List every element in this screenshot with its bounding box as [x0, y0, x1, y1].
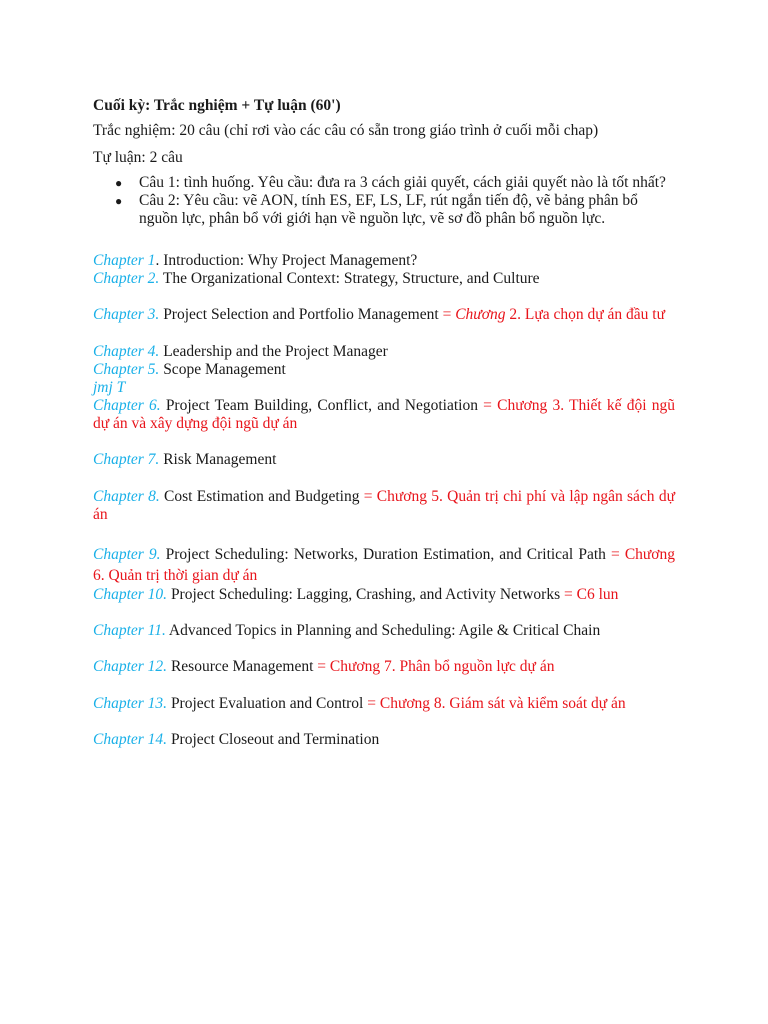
- chapter-1: [93, 252, 675, 270]
- chapter-text: Cost Estimation and Budgeting: [159, 487, 364, 505]
- chapter-label: Chapter 5.: [93, 360, 160, 378]
- question-list: [93, 174, 675, 228]
- chapter-label: Chapter 2.: [93, 270, 160, 288]
- chapter-text: = C6 lun: [563, 586, 619, 604]
- chapter-text: Project Evaluation and Control: [167, 694, 368, 712]
- chapter-label: Chapter 8.: [93, 487, 160, 505]
- spacer: [93, 433, 675, 451]
- chapter-text: Chương: [455, 306, 506, 324]
- chapter-2: [93, 270, 675, 288]
- chapter-label: Chapter 13.: [93, 694, 168, 712]
- chapter-9: [93, 544, 675, 586]
- chapter-text: 2. Lựa chọn dự án đầu tư: [505, 306, 666, 324]
- chapter-text: Project Scheduling: Lagging, Crashing, and Activity Networks: [167, 586, 564, 604]
- spacer: [93, 288, 675, 306]
- chapter-14: [93, 731, 675, 749]
- chapter-text: Project Selection and Portfolio Management: [159, 306, 443, 324]
- spacer: [93, 325, 675, 343]
- chapter-5: [93, 361, 675, 379]
- spacer: [93, 713, 675, 731]
- chapter-text: = Chương 7. Phân bổ nguồn lực dự án: [317, 658, 555, 676]
- chapter-text: Project Scheduling: Networks, Duration Estimation, and Critical Path: [160, 546, 611, 564]
- chapter-label: Chapter 6.: [93, 397, 161, 415]
- chapter-text: Scope Management: [159, 360, 286, 378]
- chapter-label: Chapter 1: [93, 252, 156, 269]
- chapter-label: Chapter 4.: [93, 342, 160, 360]
- stray-note: jmj T: [93, 379, 126, 397]
- spacer: [93, 524, 675, 544]
- chapter-11: [93, 622, 675, 640]
- chapter-label: Chapter 9.: [93, 546, 161, 564]
- chapter-text: Risk Management: [159, 451, 277, 469]
- chapter-label: Chapter 7.: [93, 451, 160, 469]
- chapter-text: =: [442, 306, 456, 324]
- chapter-12: [93, 658, 675, 676]
- chapter-3: [93, 306, 675, 324]
- chapter-4: [93, 343, 675, 361]
- chapter-6: [93, 397, 675, 433]
- chapter-label: Chapter 3.: [93, 306, 160, 324]
- bullet-icon: ●: [115, 176, 123, 190]
- chapter-text: Advanced Topics in Planning and Scheduling: Agile & Critical Chain: [165, 622, 601, 640]
- spacer: [93, 640, 675, 658]
- list-item: [93, 174, 675, 192]
- chapter-text: Project Team Building, Conflict, and Negotiation: [160, 397, 484, 415]
- chapter-label: Chapter 10.: [93, 586, 168, 604]
- exam-title: Cuối kỳ: Trắc nghiệm + Tự luận (60'): [93, 97, 341, 114]
- chapter-label: Chapter 11.: [93, 622, 166, 640]
- spacer: [93, 470, 675, 488]
- spacer: [93, 677, 675, 695]
- chapter-text: Câu 1: tình huống. Yêu cầu: đưa ra 3 cách giải quyết, cách giải quyết nào là tốt nhất?: [139, 174, 666, 191]
- chapter-10: [93, 586, 675, 604]
- chapter-text: The Organizational Context: Strategy, Structure, and Culture: [159, 270, 540, 288]
- chapter-text: Resource Management: [167, 658, 318, 676]
- essay-line: Tự luận: 2 câu: [93, 149, 183, 166]
- chapter-8: [93, 488, 675, 524]
- chapter-text: = Chương 8. Giám sát và kiểm soát dự án: [367, 694, 626, 712]
- chapter-text: = Chương 5. Quản trị chi phí và lập ngân sách dự án: [93, 487, 675, 523]
- chapter-text: = Chương 6. Quản trị thời gian dự án: [93, 546, 675, 585]
- bullet-icon: ●: [115, 194, 123, 208]
- chapter-7: [93, 451, 675, 469]
- chapter-text: Project Closeout and Termination: [167, 730, 380, 748]
- list-item: [93, 192, 675, 228]
- chapter-text: Câu 2: Yêu cầu: vẽ AON, tính ES, EF, LS, LF, rút ngắn tiến độ, vẽ bảng phân bổ nguồn lực, phân bổ với giới hạn về nguồn lực, vẽ sơ đồ phân bổ nguồn lực.: [139, 192, 638, 227]
- chapter-label: Chapter 12.: [93, 658, 168, 676]
- chapter-label: Chapter 14.: [93, 730, 168, 748]
- spacer: [93, 228, 675, 252]
- chapter-text: . Introduction: Why Project Management?: [155, 252, 418, 269]
- chapter-text: = Chương 3. Thiết kế đội ngũ dự án và xây dựng đội ngũ dự án: [93, 397, 675, 433]
- chapter-text: Leadership and the Project Manager: [159, 342, 388, 360]
- chapter-13: [93, 695, 675, 713]
- spacer: [93, 604, 675, 622]
- document-page: [93, 96, 675, 749]
- mcq-line: Trắc nghiệm: 20 câu (chỉ rơi vào các câu có sẵn trong giáo trình ở cuối mỗi chap): [93, 122, 599, 139]
